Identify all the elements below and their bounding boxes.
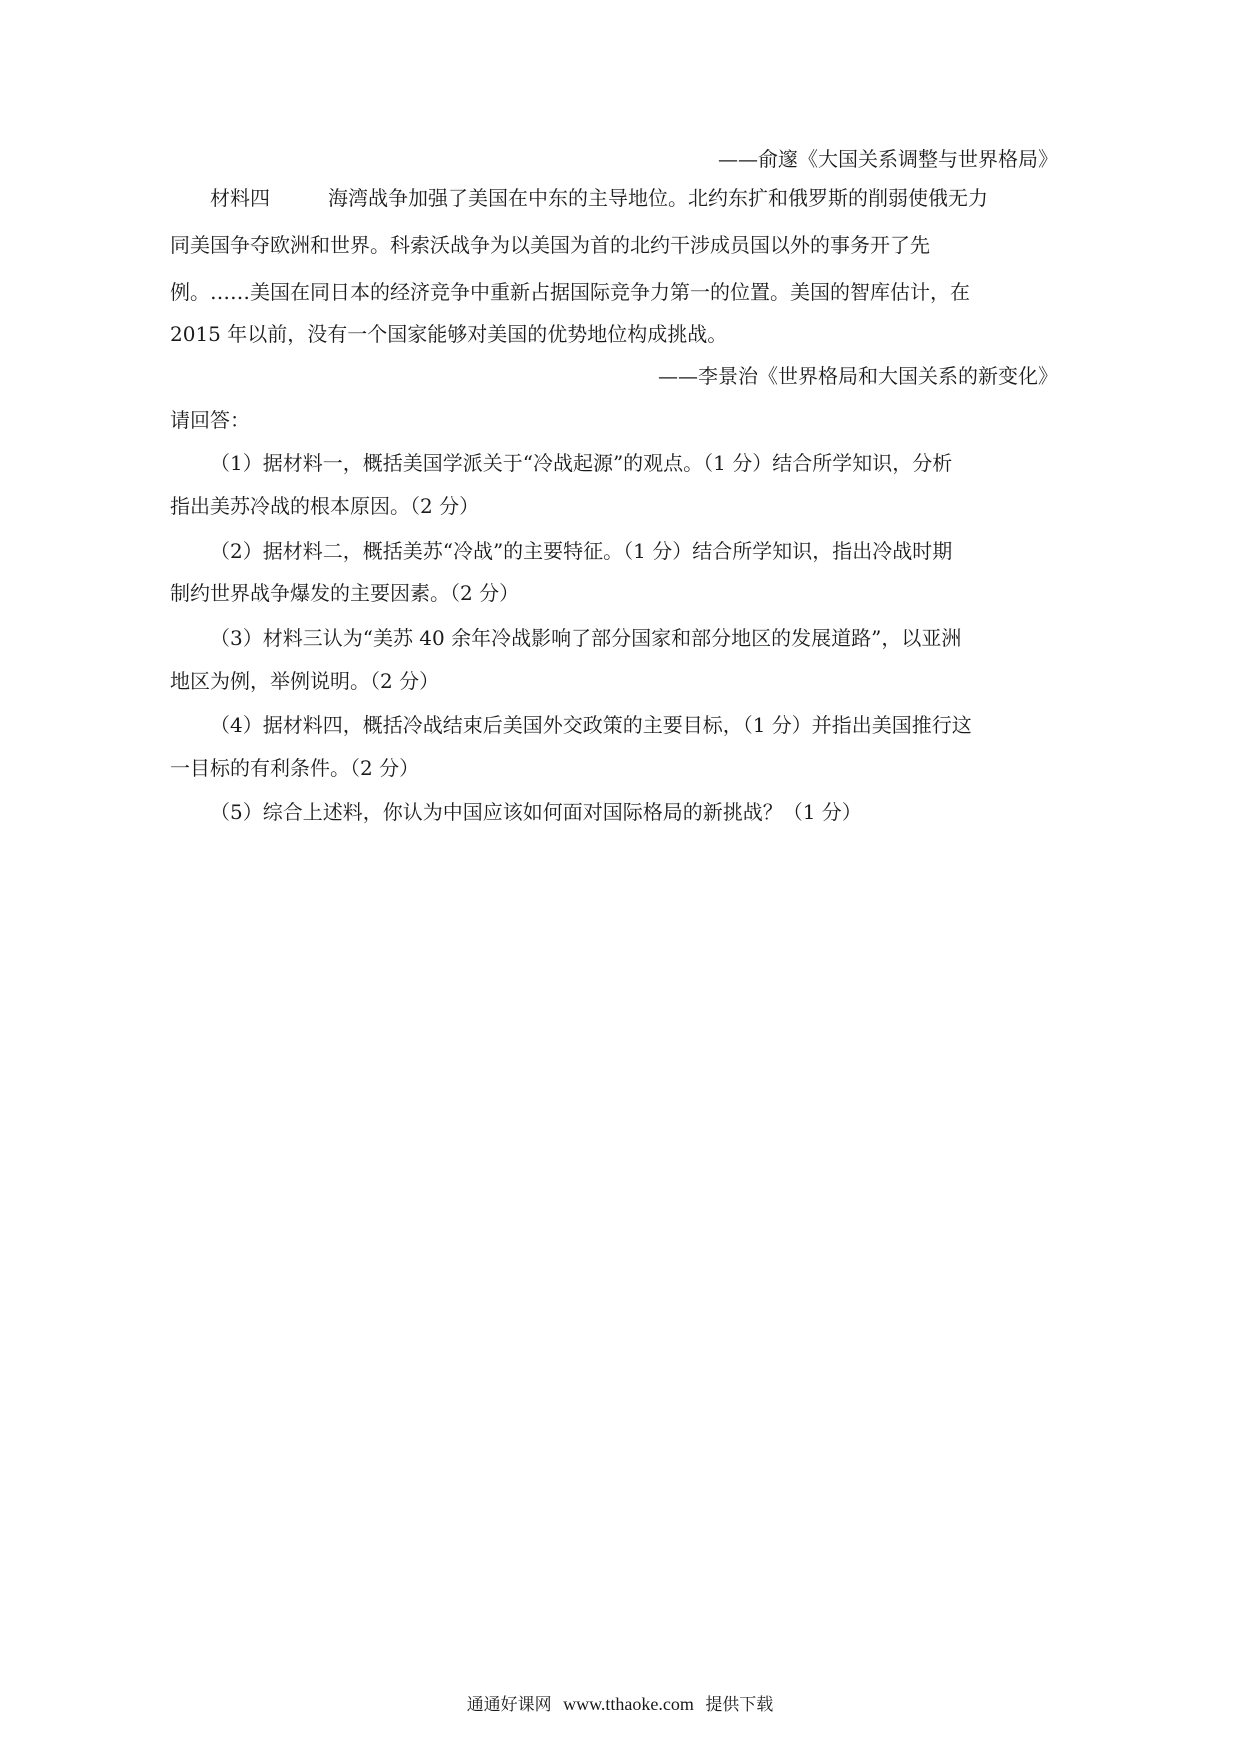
question-3-line-1: （3）材料三认为“美苏 40 余年冷战影响了部分国家和部分地区的发展道路”，以亚洲 [210,626,962,650]
source-attribution-4: ——李景治《世界格局和大国关系的新变化》 [658,364,1058,388]
material-4-label: 材料四 [210,186,270,210]
question-4-line-2: 一目标的有利条件。（2 分） [170,756,420,780]
footer-site-name: 通通好课网 [466,1695,552,1715]
source-attribution-1: ——俞邃《大国关系调整与世界格局》 [718,147,1058,171]
question-1-line-2: 指出美苏冷战的根本原因。（2 分） [170,494,480,518]
question-3-line-2: 地区为例，举例说明。（2 分） [170,669,440,693]
material-4-line-4: 2015 年以前，没有一个国家能够对美国的优势地位构成挑战。 [170,322,728,346]
material-4-line-3: 例。……美国在同日本的经济竞争中重新占据国际竞争力第一的位置。美国的智库估计，在 [170,280,970,304]
material-4-line-1: 海湾战争加强了美国在中东的主导地位。北约东扩和俄罗斯的削弱使俄无力 [328,186,988,210]
question-2-line-1: （2）据材料二，概括美苏“冷战”的主要特征。（1 分）结合所学知识，指出冷战时期 [210,539,953,563]
question-5-line-1: （5）综合上述料，你认为中国应该如何面对国际格局的新挑战？（1 分） [210,800,862,824]
question-1-line-1: （1）据材料一，概括美国学派关于“冷战起源”的观点。（1 分）结合所学知识，分析 [210,451,953,475]
footer-url-link[interactable]: www.tthaoke.com [563,1694,694,1714]
footer [0,1692,1240,1717]
material-4-first-line [210,184,988,212]
question-4-line-1: （4）据材料四，概括冷战结束后美国外交政策的主要目标，（1 分）并指出美国推行这 [210,713,972,737]
material-4-line-2: 同美国争夺欧洲和世界。科索沃战争为以美国为首的北约干涉成员国以外的事务开了先 [170,233,930,257]
footer-suffix: 提供下载 [705,1695,774,1715]
question-2-line-2: 制约世界战争爆发的主要因素。（2 分） [170,581,520,605]
answer-prompt: 请回答： [170,408,250,432]
